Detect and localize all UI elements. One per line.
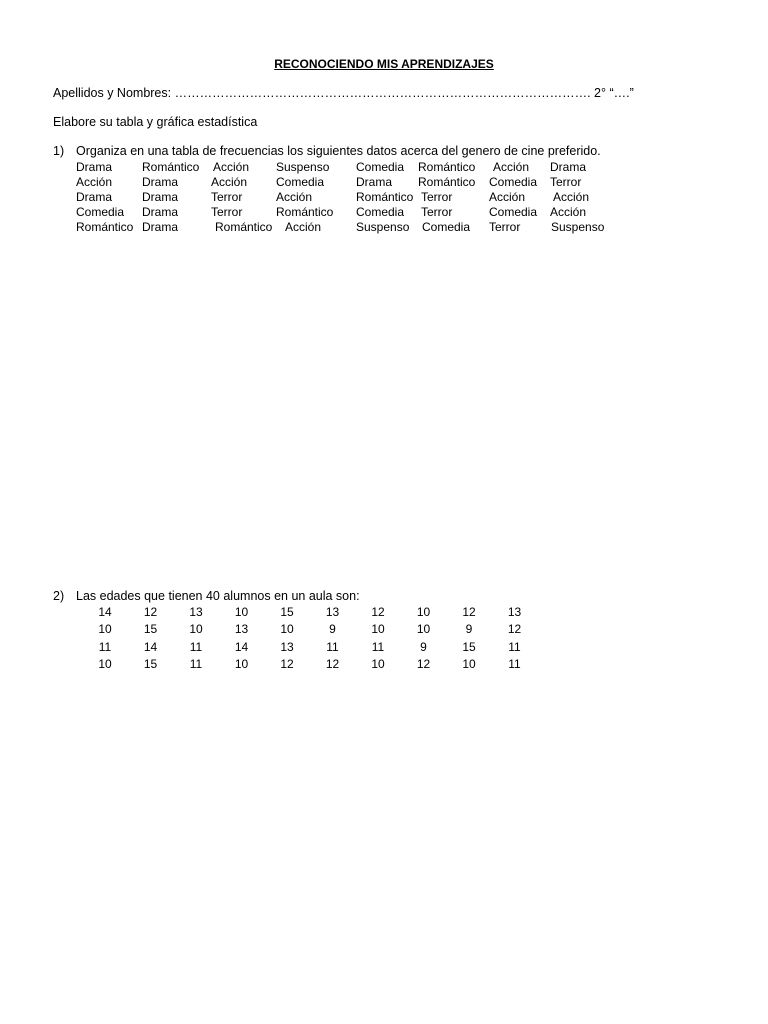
genre-cell: Suspenso: [356, 220, 410, 234]
age-cell: 10: [416, 622, 431, 637]
age-cell: 10: [98, 622, 112, 637]
genre-cell: Romántico: [142, 160, 200, 174]
genre-cell: Acción: [489, 190, 526, 204]
age-cell: 14: [234, 639, 249, 654]
genre-cell: Comedia: [76, 205, 125, 219]
genre-cell: Terror: [211, 205, 243, 219]
age-cell: 13: [189, 605, 203, 619]
genre-cell: Acción: [211, 175, 248, 189]
genre-cell: Romántico: [418, 175, 476, 189]
age-cell: 13: [507, 605, 522, 619]
question-1-number: 1): [53, 144, 65, 158]
age-cell: 10: [280, 622, 294, 637]
genre-cell: Suspenso: [276, 160, 330, 174]
age-cell: 10: [371, 656, 385, 671]
age-cell: 12: [280, 656, 294, 671]
genre-cell: Terror: [421, 190, 453, 204]
age-cell: 10: [462, 656, 476, 671]
genre-cell: Acción: [553, 190, 590, 204]
age-cell: 11: [189, 656, 203, 671]
age-cell: 13: [325, 605, 340, 619]
question-2-number: 2): [53, 589, 65, 603]
genre-cell: Terror: [421, 205, 453, 219]
age-cell: 12: [462, 605, 476, 619]
genre-cell: Romántico: [76, 220, 134, 234]
genre-cell: Terror: [550, 175, 582, 189]
genre-cell: Romántico: [215, 220, 273, 234]
genre-cell: Comedia: [489, 175, 538, 189]
genre-cell: Comedia: [356, 205, 405, 219]
age-cell: 15: [143, 656, 158, 671]
genre-cell: Acción: [76, 175, 113, 189]
genre-cell: Drama: [142, 220, 179, 234]
age-cell: 10: [189, 622, 203, 637]
age-cell: 11: [326, 639, 339, 654]
age-cell: 12: [325, 656, 340, 671]
genre-cell: Acción: [213, 160, 250, 174]
age-cell: 12: [371, 605, 385, 619]
age-cell: 9: [420, 639, 427, 654]
age-cell: 9: [329, 622, 336, 637]
genre-cell: Romántico: [418, 160, 476, 174]
age-cell: 12: [143, 605, 158, 619]
genre-cell: Acción: [285, 220, 322, 234]
document-title: RECONOCIENDO MIS APRENDIZAJES: [274, 57, 494, 71]
genre-cell: Terror: [211, 190, 243, 204]
age-cell: 12: [416, 656, 431, 671]
age-cell: 10: [98, 656, 112, 671]
age-cell: 12: [507, 622, 522, 637]
genre-cell: Terror: [489, 220, 521, 234]
age-cell: 11: [371, 639, 385, 654]
age-cell: 15: [462, 639, 476, 654]
genre-cell: Suspenso: [551, 220, 605, 234]
age-cell: 15: [143, 622, 158, 637]
age-cell: 10: [371, 622, 385, 637]
age-cell: 10: [234, 656, 249, 671]
genre-cell: Comedia: [276, 175, 325, 189]
genre-cell: Comedia: [422, 220, 471, 234]
genre-cell: Romántico: [356, 190, 414, 204]
age-cell: 11: [508, 656, 521, 671]
question-2-text: Las edades que tienen 40 alumnos en un aula son:: [76, 589, 360, 603]
genre-cell: Acción: [276, 190, 313, 204]
age-cell: 11: [98, 639, 112, 654]
question-1-text: Organiza en una tabla de frecuencias los siguientes datos acerca del genero de cine preferido.: [76, 144, 601, 158]
genre-cell: Drama: [142, 175, 179, 189]
genre-cell: Drama: [76, 190, 113, 204]
instruction-text: Elabore su tabla y gráfica estadística: [53, 115, 258, 129]
genre-cell: Comedia: [489, 205, 538, 219]
age-cell: 11: [508, 639, 521, 654]
genre-cell: Drama: [142, 205, 179, 219]
name-line: Apellidos y Nombres: ………………………………………………………………………………………. 2° “….”: [53, 86, 634, 100]
age-cell: 11: [189, 639, 203, 654]
genre-cell: Comedia: [356, 160, 405, 174]
age-cell: 13: [280, 639, 294, 654]
genre-cell: Romántico: [276, 205, 334, 219]
genre-cell: Drama: [142, 190, 179, 204]
age-cell: 9: [465, 622, 473, 637]
genre-cell: Acción: [550, 205, 587, 219]
age-cell: 10: [234, 605, 249, 619]
age-cell: 10: [416, 605, 431, 619]
age-cell: 13: [234, 622, 249, 637]
genre-cell: Drama: [76, 160, 113, 174]
genre-cell: Acción: [493, 160, 530, 174]
genre-cell: Drama: [550, 160, 587, 174]
genre-cell: Drama: [356, 175, 393, 189]
age-cell: 15: [280, 605, 294, 619]
age-cell: 14: [98, 605, 112, 619]
age-cell: 14: [143, 639, 158, 654]
